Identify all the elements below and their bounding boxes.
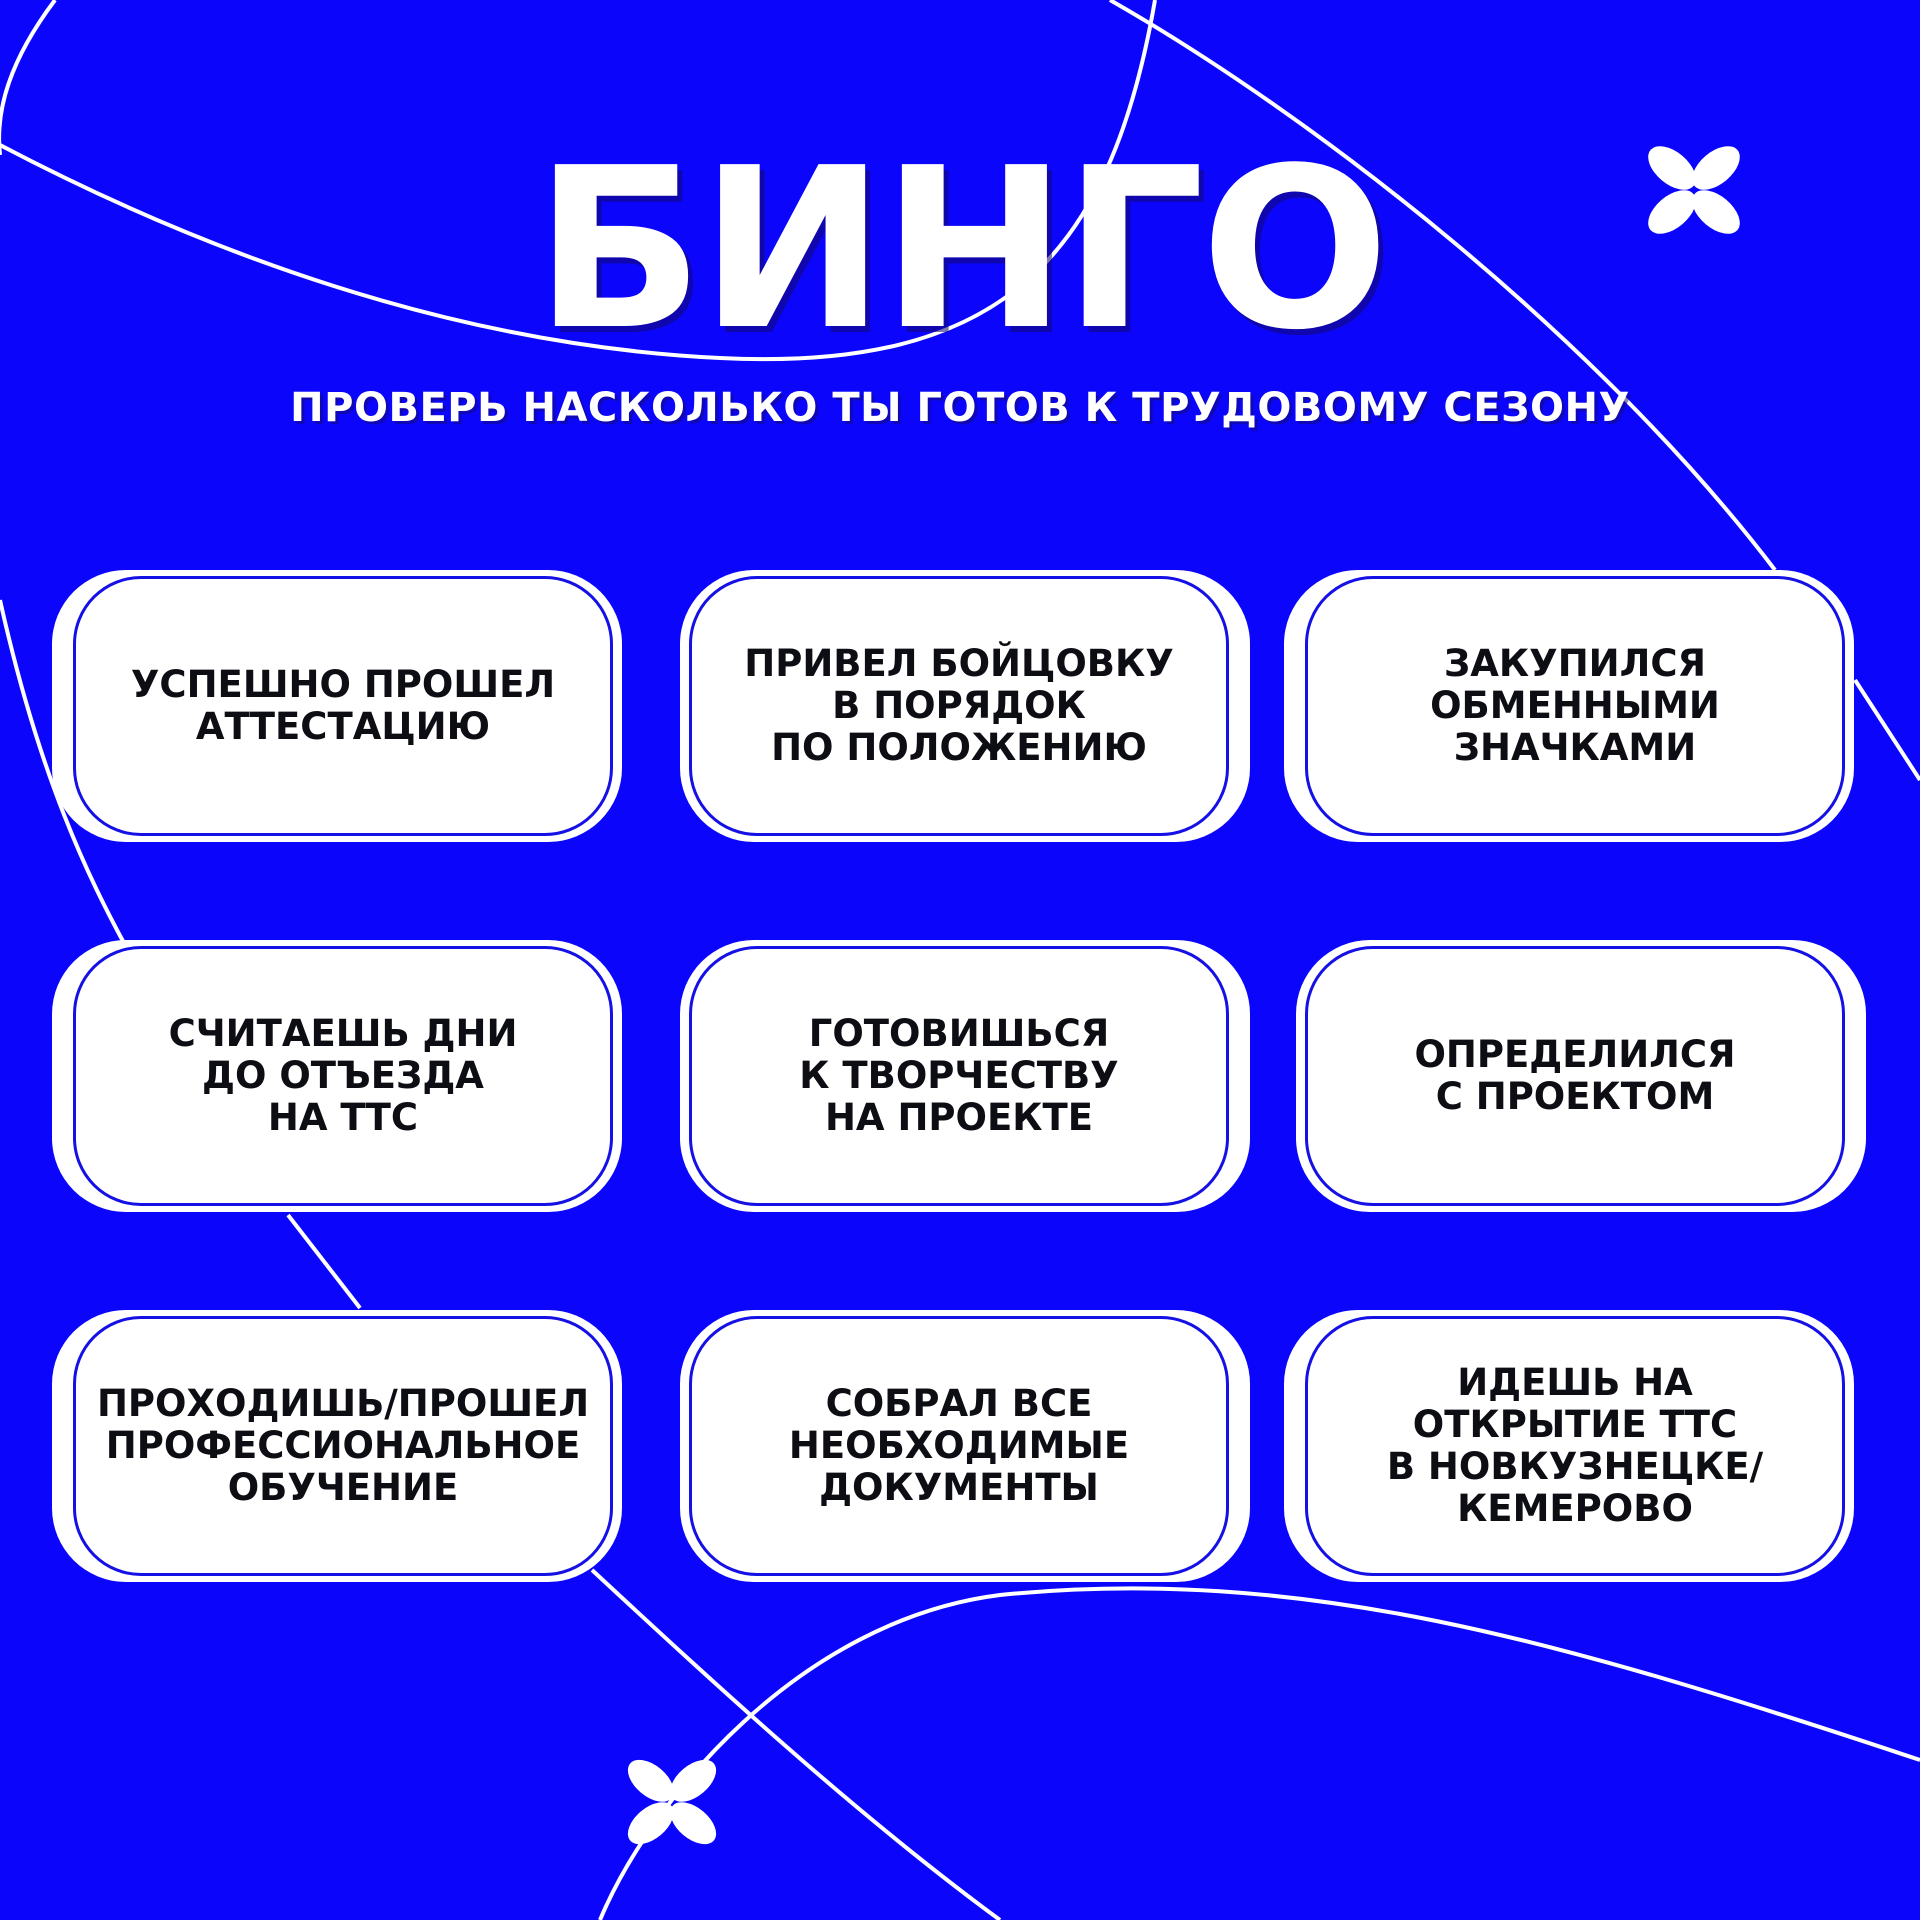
bingo-card-text: ГОТОВИШЬСЯ К ТВОРЧЕСТВУ НА ПРОЕКТЕ [799,1012,1119,1139]
bingo-card[interactable] [64,570,622,842]
bingo-card-text: УСПЕШНО ПРОШЕЛ АТТЕСТАЦИЮ [130,663,556,748]
bingo-grid [64,570,1854,1582]
bingo-card[interactable] [1296,570,1854,842]
bingo-card-text: ПРОХОДИШЬ/ПРОШЕЛ ПРОФЕССИОНАЛЬНОЕ ОБУЧЕНИЕ [96,1382,590,1509]
page-subtitle: ПРОВЕРЬ НАСКОЛЬКО ТЫ ГОТОВ К ТРУДОВОМУ СЕЗОНУ [290,385,1630,431]
flower-icon [1640,140,1748,240]
bingo-card-text: ОПРЕДЕЛИЛСЯ С ПРОЕКТОМ [1414,1033,1736,1118]
bingo-card-text: СОБРАЛ ВСЕ НЕОБХОДИМЫЕ ДОКУМЕНТЫ [788,1382,1130,1509]
bingo-card[interactable] [1296,1310,1854,1582]
bingo-card[interactable] [680,940,1238,1212]
bingo-card-text: ПРИВЕЛ БОЙЦОВКУ В ПОРЯДОК ПО ПОЛОЖЕНИЮ [744,642,1174,769]
bingo-card[interactable] [1296,940,1854,1212]
flower-icon [620,1752,724,1852]
bingo-card[interactable] [680,1310,1238,1582]
bingo-card-text: ЗАКУПИЛСЯ ОБМЕННЫМИ ЗНАЧКАМИ [1430,642,1720,769]
bingo-card[interactable] [64,940,622,1212]
bingo-card[interactable] [64,1310,622,1582]
bingo-card-text: ИДЕШЬ НА ОТКРЫТИЕ ТТС В НОВКУЗНЕЦКЕ/ КЕМЕРОВО [1386,1361,1764,1530]
bingo-card[interactable] [680,570,1238,842]
page-title: БИНГО [534,121,1386,379]
bingo-card-text: СЧИТАЕШЬ ДНИ ДО ОТЪЕЗДА НА ТТС [168,1012,518,1139]
